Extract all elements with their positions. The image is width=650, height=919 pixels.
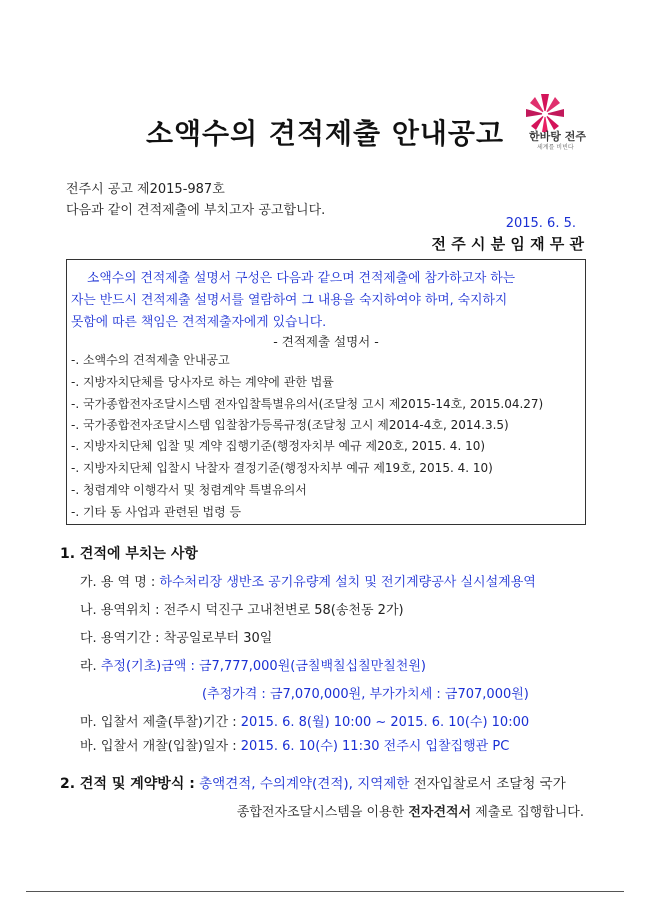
section-2-line-2b: 제출로 집행합니다. — [475, 805, 584, 820]
item-f-value: 2015. 6. 10(수) 11:30 전주시 입찰집행관 PC — [240, 739, 510, 754]
item-b-value: 전주시 덕진구 고내천변로 58(송천동 2가) — [163, 603, 404, 618]
box-item: -. 지방자치단체 입찰시 낙찰자 결정기준(행정자치부 예규 제19호, 2015. 4. 10) — [71, 461, 493, 475]
item-d-label: 라. — [80, 659, 97, 674]
item-d-value: 추정(기초)금액 : 금7,777,000원(금칠백칠십칠만칠천원) — [100, 659, 426, 674]
item-d-subvalue: (추정가격 : 금7,070,000원, 부가가치세 : 금707,000원) — [202, 687, 529, 702]
box-item: -. 지방자치단체 입찰 및 계약 집행기준(행정자치부 예규 제20호, 2015. 4. 10) — [71, 439, 486, 453]
section-2-line-2a: 종합전자조달시스템을 이용한 — [236, 805, 405, 820]
item-c-value: 착공일로부터 30일 — [163, 631, 273, 646]
box-line-1: 소액수의 견적제출 설명서 구성은 다음과 같으며 견적제출에 참가하고자 하는 — [87, 271, 516, 286]
logo-text: 한바탕 전주 — [529, 130, 586, 143]
city-logo — [505, 92, 595, 156]
notice-number: 전주시 공고 제2015-987호 — [66, 182, 225, 197]
box-heading: - 견적제출 설명서 - — [273, 334, 379, 349]
footer-divider — [26, 891, 624, 892]
item-a-value: 하수처리장 생반조 공기유량계 설치 및 전기계량공사 실시설계용역 — [159, 575, 536, 590]
item-e-label: 마. 입찰서 제출(투찰)기간 : — [80, 715, 237, 730]
box-line-3: 못함에 따른 책임은 견적제출자에게 있습니다. — [71, 315, 327, 330]
item-a-label: 가. 용 역 명 : — [80, 575, 156, 590]
notice-date: 2015. 6. 5. — [505, 216, 576, 231]
logo-subtext: 세계를 비빈다 — [537, 144, 574, 151]
contract-method: 총액견적, 수의계약(견적), 지역제한 — [199, 776, 410, 792]
section-1-title: 1. 견적에 부치는 사항 — [60, 546, 198, 562]
box-item: -. 국가종합전자조달시스템 입찰참가등록규정(조달청 고시 제2014-4호, 2014.3.5) — [71, 418, 509, 432]
item-b-label: 나. 용역위치 : — [80, 603, 160, 618]
contract-method-rest: 전자입찰로서 조달청 국가 — [413, 776, 566, 792]
box-line-2: 자는 반드시 견적제출 설명서를 열람하여 그 내용을 숙지하여야 하며, 숙지하지 — [71, 293, 508, 308]
box-item: -. 소액수의 견적제출 안내공고 — [71, 353, 230, 367]
box-item: -. 기타 동 사업과 관련된 법령 등 — [71, 505, 242, 519]
box-item: -. 국가종합전자조달시스템 전자입찰특별유의서(조달청 고시 제2015-14호, 2015.04.27) — [71, 397, 544, 411]
page-title: 소액수의 견적제출 안내공고 — [145, 117, 505, 150]
issuer: 전 주 시 분 임 재 무 관 — [431, 235, 584, 253]
box-item: -. 지방자치단체를 당사자로 하는 계약에 관한 법률 — [71, 375, 334, 389]
section-2-title: 2. 견적 및 계약방식 : — [60, 776, 195, 792]
item-e-value: 2015. 6. 8(월) 10:00 ~ 2015. 6. 10(수) 10:00 — [240, 715, 530, 730]
item-c-label: 다. 용역기간 : — [80, 631, 160, 646]
item-f-label: 바. 입찰서 개찰(입찰)일자 : — [80, 739, 237, 754]
section-2-bold: 전자견적서 — [408, 805, 472, 820]
box-item: -. 청렴계약 이행각서 및 청렴계약 특별유의서 — [71, 483, 307, 497]
intro-text: 다음과 같이 견적제출에 부치고자 공고합니다. — [66, 203, 326, 218]
notice-box — [66, 259, 586, 525]
